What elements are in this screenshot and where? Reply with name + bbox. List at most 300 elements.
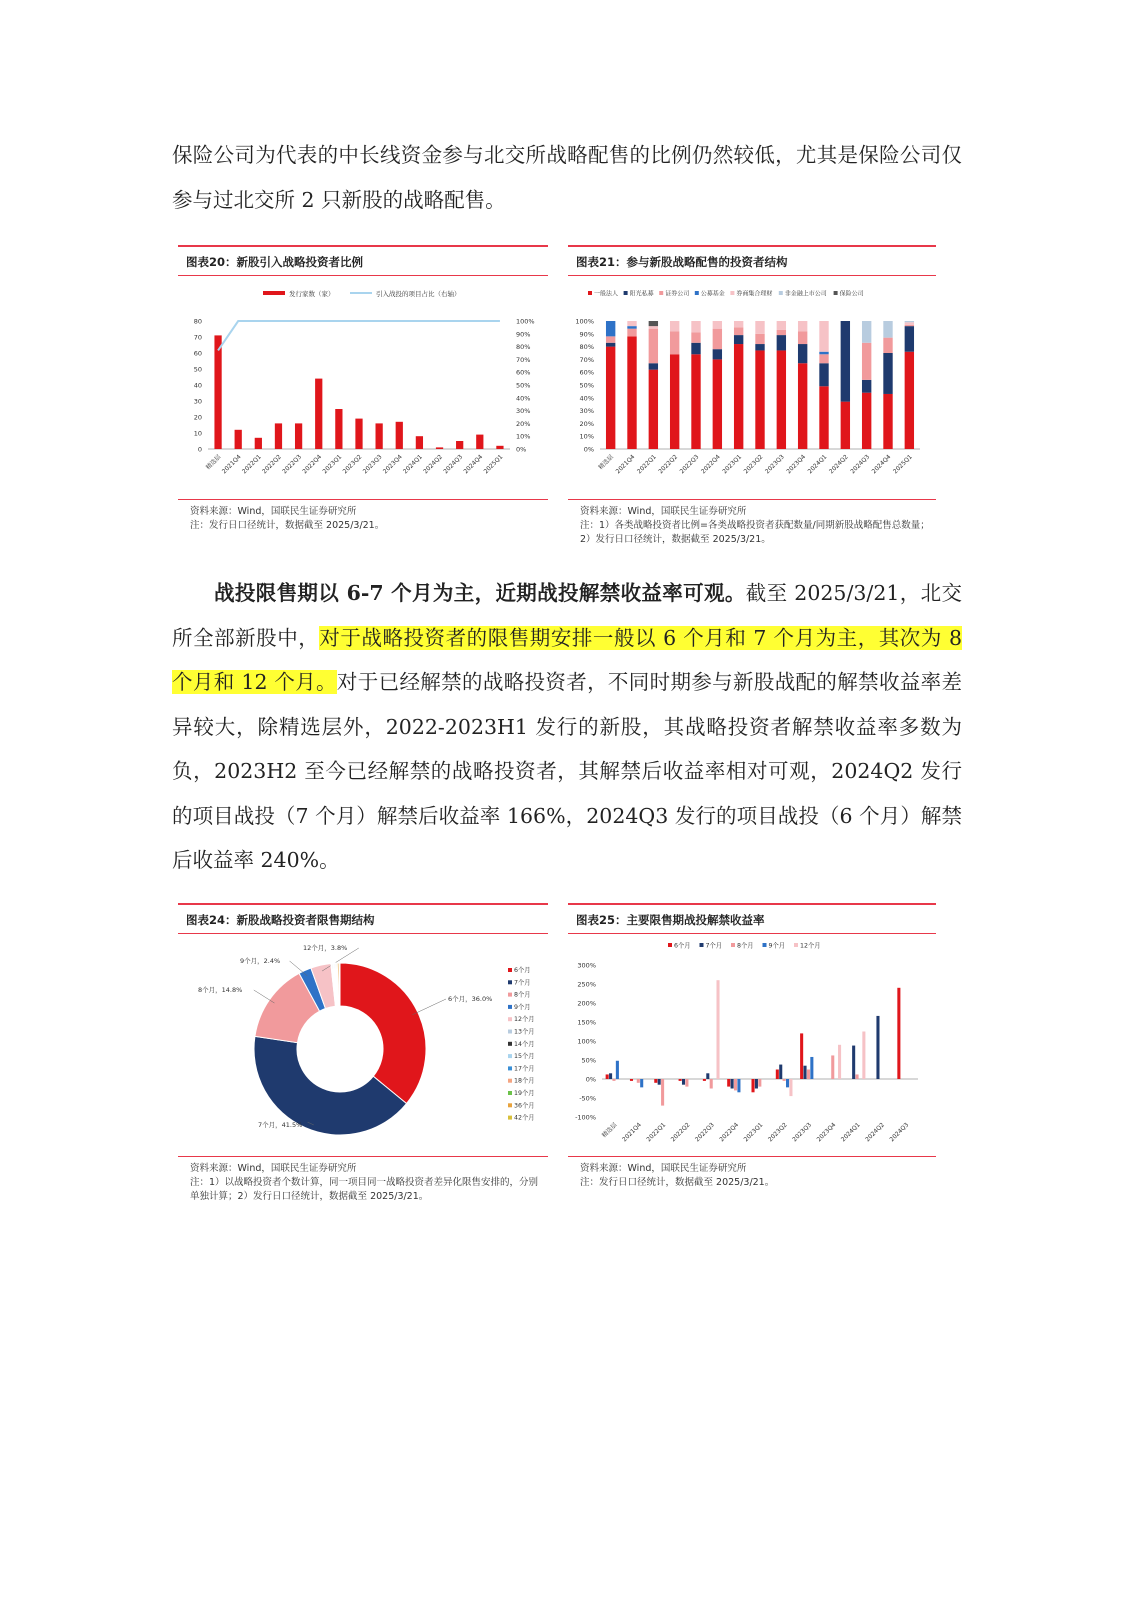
bar-segment: [905, 321, 914, 322]
x-tick-label: 2023Q4: [815, 1121, 838, 1144]
paragraph-lockup: [172, 571, 962, 883]
y-tick-label: 0: [197, 445, 202, 454]
bar-return: [609, 1073, 612, 1079]
paragraph-lockup-text-b: 对于已经解禁的战略投资者，不同时期参与新股战配的解禁收益率差异较大，除精选层外，2022-2023H1 发行的新股，其战略投资者解禁收益率多数为负，2023H2 至今已经解禁的战略投资者，其解禁后收益率相对可观，2024Q2 发行的项目战投（7 个月）解禁后收益率 166%，2024Q3 发行的项目战投（6 个月）解禁后收益率 240%。: [172, 670, 962, 872]
bar-segment: [883, 353, 892, 394]
legend-swatch: [763, 943, 767, 947]
bar-return: [703, 1079, 706, 1081]
legend-label: 证券公司: [665, 290, 690, 298]
legend-swatch: [508, 968, 512, 972]
y-tick-label: 100%: [575, 317, 594, 326]
bar-return: [734, 1079, 737, 1090]
bar-segment: [670, 321, 679, 331]
bar-segment: [670, 354, 679, 449]
y-tick-label: 20%: [579, 419, 594, 428]
legend-label: 6个月: [674, 942, 691, 950]
figure-25-title-rule: [568, 933, 936, 934]
y-tick-label: 0%: [583, 445, 594, 454]
x-tick-label: 2022Q2: [261, 453, 283, 476]
figure-25-bottom-rule: [568, 1156, 936, 1157]
x-tick-label: 2021Q4: [220, 453, 243, 476]
figure-24-source: 资料来源：Wind，国联民生证券研究所: [190, 1163, 357, 1174]
legend-label: 13个月: [514, 1028, 535, 1036]
x-tick-label: 2022Q3: [678, 453, 701, 476]
figure-24: [178, 903, 548, 1157]
bar-issuers: [355, 419, 362, 449]
legend-label: 一般法人: [594, 290, 619, 298]
bar-segment: [734, 335, 743, 344]
bar-segment: [798, 344, 807, 363]
x-tick-label: 2023Q3: [361, 453, 384, 476]
bar-segment: [691, 333, 700, 343]
figure-21: [568, 245, 936, 501]
x-tick-label: 2022Q2: [657, 453, 680, 476]
bar-segment: [862, 380, 871, 393]
bar-segment: [798, 331, 807, 344]
y-tick-label: 200%: [577, 999, 596, 1008]
bar-return: [786, 1079, 789, 1087]
bar-return: [661, 1079, 664, 1106]
y-tick-label: 50: [193, 365, 202, 374]
bar-return: [838, 1045, 841, 1079]
bar-return: [810, 1057, 813, 1079]
bar-issuers: [295, 423, 302, 449]
bar-segment: [755, 344, 764, 350]
figure-21-title: 图表21：参与新股战略配售的投资者结构: [576, 255, 788, 269]
y-tick-label: 50%: [581, 1056, 596, 1065]
y2-tick-label: 20%: [516, 419, 531, 428]
y-tick-label: 70%: [579, 355, 594, 364]
bar-issuers: [436, 447, 443, 449]
y-tick-label: 30%: [579, 407, 594, 416]
x-tick-label: 2024Q2: [827, 453, 850, 476]
figure-21-note: 注：1）各类战略投资者比例=各类战略投资者获配数量/同期新股战略配售总数量；2）发行日口径统计，数据截至 2025/3/21。: [580, 520, 930, 545]
bar-return: [616, 1061, 619, 1079]
bar-segment: [734, 344, 743, 449]
slice-label: 6个月，36.0%: [448, 995, 493, 1003]
y-tick-label: 40%: [579, 394, 594, 403]
x-tick-label: 2024Q3: [888, 1121, 911, 1144]
bar-segment: [841, 321, 850, 402]
legend-label: 8个月: [514, 991, 531, 999]
figure-21-notes: [580, 505, 930, 547]
y-tick-label: 0%: [585, 1075, 596, 1084]
paragraph-lockup-lead: 战投限售期以 6-7 个月为主，近期战投解禁收益率可观。: [214, 581, 746, 605]
legend-label: 非金融上市公司: [784, 290, 827, 298]
x-tick-label: 2024Q1: [402, 453, 424, 476]
figure-25-notes: [580, 1162, 930, 1190]
bar-segment: [606, 336, 615, 342]
legend-swatch: [508, 1079, 512, 1083]
y-tick-label: 300%: [577, 961, 596, 970]
legend-swatch: [731, 943, 735, 947]
figure-20-top-rule: [178, 245, 548, 247]
figure-21-source: 资料来源：Wind，国联民生证券研究所: [580, 506, 747, 517]
bar-segment: [819, 386, 828, 449]
bar-segment: [734, 321, 743, 327]
paragraph-intro: [172, 133, 962, 222]
bar-issuers: [396, 422, 403, 449]
bar-segment: [883, 394, 892, 449]
bar-segment: [734, 327, 743, 335]
x-tick-label: 2021Q4: [614, 453, 637, 476]
bar-segment: [713, 329, 722, 349]
bar-issuers: [235, 430, 242, 449]
y-tick-label: 150%: [577, 1018, 596, 1027]
y2-tick-label: 90%: [516, 330, 531, 339]
bar-segment: [691, 354, 700, 449]
bar-return: [804, 1066, 807, 1079]
x-tick-label: 2023Q1: [742, 1121, 765, 1144]
bar-return: [856, 1074, 859, 1079]
bar-segment: [627, 326, 636, 329]
y2-tick-label: 30%: [516, 407, 531, 416]
bar-segment: [606, 347, 615, 449]
legend-label: 12个月: [800, 942, 821, 950]
x-tick-label: 2024Q1: [839, 1121, 862, 1144]
bar-segment: [883, 321, 892, 338]
legend-swatch: [508, 1005, 512, 1009]
legend-swatch: [508, 980, 512, 984]
x-tick-label: 2022Q1: [645, 1121, 668, 1144]
figure-24-chart: [178, 937, 548, 1155]
slice-label: 8个月，14.8%: [198, 986, 243, 994]
bar-issuers: [376, 423, 383, 449]
bar-issuers: [214, 335, 221, 449]
x-tick-label: 2022Q3: [694, 1121, 716, 1144]
x-tick-label: 精选层: [597, 453, 616, 472]
y-tick-label: 10: [193, 429, 202, 438]
bar-return: [783, 1079, 786, 1081]
figure-20-title: 图表20：新股引入战略投资者比例: [186, 255, 364, 269]
bar-segment: [905, 322, 914, 325]
y-tick-label: 90%: [579, 330, 594, 339]
figure-24-notes: [190, 1162, 545, 1204]
bar-segment: [905, 352, 914, 449]
bar-return: [637, 1079, 640, 1083]
figure-20: [178, 245, 548, 501]
y2-tick-label: 10%: [516, 432, 531, 441]
bar-segment: [755, 321, 764, 334]
y-tick-label: 40: [193, 381, 202, 390]
y2-tick-label: 80%: [516, 343, 531, 352]
figure-25-chart: [568, 937, 936, 1155]
y2-tick-label: 0%: [516, 445, 527, 454]
bar-return: [658, 1079, 661, 1085]
legend-swatch: [695, 291, 699, 295]
y-tick-label: 10%: [579, 432, 594, 441]
legend-label: 7个月: [705, 942, 723, 950]
bar-segment: [819, 321, 828, 352]
bar-segment: [819, 352, 828, 355]
figure-21-title-rule: [568, 275, 936, 276]
legend-swatch: [834, 291, 838, 295]
y-tick-label: 20: [193, 413, 202, 422]
bar-issuers: [315, 379, 322, 449]
y-tick-label: 70: [193, 333, 202, 342]
slice-label: 7个月，41.5%: [258, 1121, 303, 1129]
x-tick-label: 2023Q3: [791, 1121, 814, 1144]
figure-25-top-rule: [568, 903, 936, 905]
figure-24-top-rule: [178, 903, 548, 905]
bar-segment: [649, 363, 658, 369]
figure-21-top-rule: [568, 245, 936, 247]
legend-swatch: [508, 1030, 512, 1034]
slice-label: 9个月，2.4%: [240, 957, 281, 965]
legend-swatch-issuers: [263, 291, 285, 295]
x-tick-label: 2024Q3: [849, 453, 872, 476]
legend-swatch: [730, 291, 734, 295]
legend-label: 15个月: [514, 1053, 535, 1061]
bar-return: [716, 980, 719, 1079]
bar-return: [685, 1079, 688, 1087]
bar-segment: [755, 334, 764, 344]
bar-segment: [649, 370, 658, 449]
bar-return: [831, 1055, 834, 1079]
bar-issuers: [275, 423, 282, 449]
figure-20-chart: [178, 279, 548, 499]
legend-label: 36个月: [514, 1102, 535, 1110]
x-tick-label: 2024Q4: [870, 453, 893, 476]
legend-swatch: [508, 1103, 512, 1107]
figure-25-title: 图表25：主要限售期战投解禁收益率: [576, 913, 765, 927]
bar-return: [862, 1032, 865, 1080]
bar-segment: [777, 335, 786, 350]
bar-segment: [627, 321, 636, 326]
bar-segment: [883, 338, 892, 353]
legend-label: 公募基金: [700, 290, 725, 298]
legend-label: 7个月: [514, 979, 531, 987]
x-tick-label: 2022Q4: [699, 453, 722, 476]
bar-segment: [606, 321, 615, 336]
bar-return: [606, 1074, 609, 1079]
bar-return: [789, 1079, 792, 1096]
figure-21-chart: [568, 279, 936, 499]
bar-return: [897, 988, 900, 1079]
legend-swatch: [700, 943, 704, 947]
bar-segment: [670, 331, 679, 354]
legend-label: 保险公司: [839, 290, 864, 298]
bar-segment: [691, 343, 700, 355]
bar-issuers: [496, 446, 503, 449]
bar-return: [679, 1079, 682, 1081]
y-tick-label: -50%: [579, 1094, 596, 1103]
y-tick-label: 60%: [579, 368, 594, 377]
bar-segment: [798, 363, 807, 449]
figure-20-notes: [190, 505, 540, 533]
paragraph-intro-text: 保险公司为代表的中长线资金参与北交所战略配售的比例仍然较低，尤其是保险公司仅参与过北交所 2 只新股的战略配售。: [172, 143, 962, 212]
x-tick-label: 2023Q4: [785, 453, 808, 476]
x-tick-label: 2023Q4: [381, 453, 404, 476]
legend-label: 阳光私募: [629, 290, 654, 298]
bar-segment: [905, 325, 914, 326]
x-tick-label: 2023Q2: [341, 453, 364, 476]
figure-20-title-rule: [178, 275, 548, 276]
bar-issuers: [416, 436, 423, 449]
figure-20-bottom-rule: [178, 499, 548, 500]
x-tick-label: 2025Q1: [891, 453, 914, 476]
x-tick-label: 2024Q2: [864, 1121, 886, 1144]
y2-tick-label: 40%: [516, 394, 531, 403]
figure-20-source: 资料来源：Wind，国联民生证券研究所: [190, 506, 357, 517]
bar-issuers: [255, 438, 262, 449]
legend-label: 12个月: [514, 1016, 535, 1024]
bar-segment: [713, 359, 722, 449]
y-tick-label: 250%: [577, 980, 596, 989]
bar-return: [727, 1079, 730, 1087]
bar-segment: [627, 336, 636, 449]
figure-24-title: 图表24：新股战略投资者限售期结构: [186, 913, 375, 927]
legend-swatch: [508, 1066, 512, 1070]
line-ratio: [218, 321, 500, 350]
bar-segment: [606, 343, 615, 347]
legend-label: 9个月: [768, 942, 786, 950]
bar-segment: [649, 326, 658, 329]
legend-swatch: [794, 943, 798, 947]
legend-label-issuers: 发行家数（家）: [289, 290, 335, 298]
donut-slice: [340, 963, 426, 1104]
bar-return: [852, 1046, 855, 1079]
legend-label: 6个月: [514, 967, 531, 974]
x-tick-label: 2022Q4: [301, 453, 324, 476]
figure-25-note: 注：发行日口径统计，数据截至 2025/3/21。: [580, 1177, 775, 1188]
bar-segment: [649, 321, 658, 326]
x-tick-label: 2022Q4: [718, 1121, 741, 1144]
x-tick-label: 2023Q1: [321, 453, 344, 476]
legend-swatch: [508, 1091, 512, 1095]
slice-leader-line: [412, 999, 446, 1015]
legend-swatch: [508, 1116, 512, 1120]
bar-segment: [713, 321, 722, 329]
y2-tick-label: 100%: [516, 317, 535, 326]
x-tick-label: 2022Q1: [635, 453, 658, 476]
bar-return: [751, 1079, 754, 1092]
bar-return: [731, 1079, 734, 1089]
bar-segment: [798, 321, 807, 331]
legend-swatch: [508, 993, 512, 997]
y-tick-label: 100%: [577, 1037, 596, 1046]
y-tick-label: 60: [193, 349, 202, 358]
y-tick-label: 30: [193, 397, 202, 406]
legend-label: 18个月: [514, 1077, 535, 1085]
paragraph-lockup-text-a: 截至 2025/3/21，北交所全部新股中，: [172, 581, 962, 650]
bar-return: [758, 1079, 761, 1087]
x-tick-label: 2023Q2: [766, 1121, 789, 1144]
bar-segment: [649, 329, 658, 364]
y-tick-label: 80: [193, 317, 202, 326]
bar-segment: [755, 350, 764, 449]
y-tick-label: 80%: [579, 343, 594, 352]
legend-swatch: [779, 291, 783, 295]
bar-segment: [627, 329, 636, 337]
bar-return: [640, 1079, 643, 1087]
legend-label: 42个月: [514, 1114, 535, 1122]
x-tick-label: 2021Q4: [621, 1121, 643, 1144]
bar-issuers: [476, 435, 483, 449]
legend-swatch: [659, 291, 663, 295]
bar-segment: [819, 363, 828, 386]
bar-segment: [777, 330, 786, 335]
legend-swatch: [508, 1017, 512, 1021]
bar-issuers: [456, 441, 463, 449]
legend-swatch: [588, 291, 592, 295]
legend-swatch: [668, 943, 672, 947]
bar-segment: [819, 354, 828, 363]
legend-label: 19个月: [514, 1090, 535, 1097]
bar-return: [800, 1033, 803, 1079]
bar-return: [682, 1079, 685, 1085]
bar-segment: [713, 349, 722, 359]
bar-segment: [841, 402, 850, 449]
bar-segment: [691, 321, 700, 333]
legend-label: 9个月: [514, 1003, 531, 1011]
slice-label: 12个月，3.8%: [303, 944, 348, 952]
x-tick-label: 2024Q3: [442, 453, 465, 476]
x-tick-label: 2023Q2: [742, 453, 765, 476]
x-tick-label: 2023Q3: [763, 453, 786, 476]
x-tick-label: 精选层: [204, 453, 223, 472]
legend-label: 8个月: [737, 942, 754, 950]
bar-segment: [905, 326, 914, 352]
x-tick-label: 2022Q2: [669, 1121, 692, 1144]
figure-24-note: 注：1）以战略投资者个数计算，同一项目同一战略投资者差异化限售安排的，分别单独计算；2）发行日口径统计，数据截至 2025/3/21。: [190, 1177, 539, 1202]
x-tick-label: 2023Q1: [721, 453, 744, 476]
legend-swatch: [508, 1042, 512, 1046]
bar-return: [776, 1070, 779, 1080]
figure-25-source: 资料来源：Wind，国联民生证券研究所: [580, 1163, 747, 1174]
bar-return: [755, 1079, 758, 1089]
paragraph-lockup-highlight: 对于战略投资者的限售期安排一般以 6 个月和 7 个月为主，其次为 8 个月和 12 个月。: [172, 625, 962, 694]
bar-segment: [777, 321, 786, 330]
legend-label-ratio: 引入战投的项目占比（右轴）: [376, 290, 461, 298]
y2-tick-label: 60%: [516, 368, 531, 377]
bar-issuers: [335, 409, 342, 449]
bar-return: [737, 1079, 740, 1092]
figure-24-title-rule: [178, 933, 548, 934]
legend-label: 14个月: [514, 1040, 535, 1048]
y2-tick-label: 50%: [516, 381, 531, 390]
bar-return: [710, 1079, 713, 1089]
x-tick-label: 2022Q1: [240, 453, 263, 476]
legend-label: 券商集合理财: [736, 290, 773, 298]
x-tick-label: 2024Q1: [806, 453, 829, 476]
figure-25: [568, 903, 936, 1157]
figure-21-bottom-rule: [568, 499, 936, 500]
x-tick-label: 2022Q3: [281, 453, 304, 476]
bar-return: [779, 1065, 782, 1079]
bar-return: [876, 1016, 879, 1079]
x-tick-label: 2024Q4: [462, 453, 485, 476]
legend-label: 17个月: [514, 1065, 535, 1073]
y-tick-label: 50%: [579, 381, 594, 390]
bar-return: [807, 1070, 810, 1080]
bar-segment: [777, 350, 786, 449]
x-tick-label: 2024Q2: [422, 453, 444, 476]
bar-segment: [862, 321, 871, 343]
bar-segment: [862, 393, 871, 449]
y-tick-label: -100%: [575, 1113, 596, 1122]
figure-24-bottom-rule: [178, 1156, 548, 1157]
legend-swatch: [624, 291, 628, 295]
x-tick-label: 精选层: [600, 1121, 619, 1140]
figure-20-note: 注：发行日口径统计，数据截至 2025/3/21。: [190, 520, 385, 531]
donut-slice: [339, 963, 340, 1006]
y2-tick-label: 70%: [516, 355, 531, 364]
bar-return: [612, 1079, 615, 1081]
bar-return: [706, 1073, 709, 1079]
legend-swatch: [508, 1054, 512, 1058]
bar-return: [654, 1079, 657, 1083]
